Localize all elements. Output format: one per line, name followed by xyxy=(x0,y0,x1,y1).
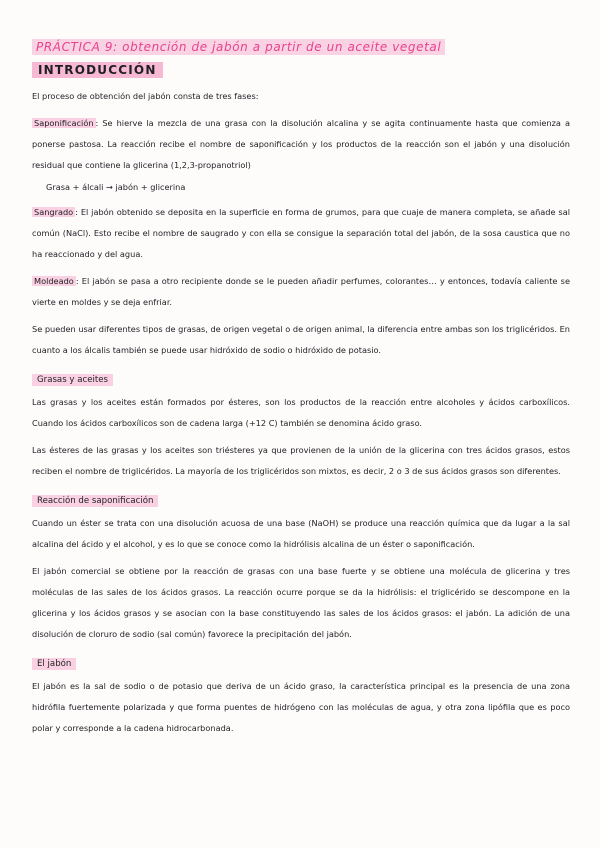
moldeado-text: : El jabón se pasa a otro recipiente donde se le pueden añadir perfumes, colorantes… y entonces, todavía caliente se vierte en moldes y se deja enfriar. xyxy=(32,276,570,307)
saugrado-text: : El jabón obtenido se deposita en la superficie en forma de grumos, para que cuaje de manera completa, se añade sal común (NaCl). Esto recibe el nombre de saugrado y con ella se consigue la separación total del jabón, de la sosa caustica que no ha reaccionado y del agua. xyxy=(32,207,570,259)
section-heading-grasas: Grasas y aceites xyxy=(32,374,113,386)
term-saponificacion: Saponificación xyxy=(34,118,94,128)
section-heading-introduccion: INTRODUCCIÓN xyxy=(32,62,163,78)
document-title: PRÁCTICA 9: obtención de jabón a partir de un aceite vegetal xyxy=(32,39,445,55)
grasas-paragraph-2: Las ésteres de las grasas y los aceites son triésteres ya que provienen de la unión de la glicerina con tres ácidos grasos, estos reciben el nombre de triglicéridos. La mayoría de los triglicéridos son mixtos, es decir, 2 o 3 de sus ácidos grasos son diferentes. xyxy=(32,445,570,476)
saugrado-paragraph xyxy=(32,202,570,265)
term-saugrado: Sangrado xyxy=(34,207,74,217)
jabon-paragraph-1: El jabón es la sal de sodio o de potasio que deriva de un ácido graso, la característica principal es la presencia de una zona hidrófila fuertemente polarizada y que forma puentes de hidrógeno con las moléculas de agua, y otra zona lipófila que es poco polar y corresponde a la cadena hidrocarbonada. xyxy=(32,681,570,733)
intro-paragraph-5: Se pueden usar diferentes tipos de grasas, de origen vegetal o de origen animal, la diferencia entre ambas son los triglicéridos. En cuanto a los álcalis también se puede usar hidróxido de sodio o hidróxido de potasio. xyxy=(32,324,570,355)
moldeado-paragraph xyxy=(32,271,570,313)
grasas-paragraph-1: Las grasas y los aceites están formados por ésteres, son los productos de la reacción entre alcoholes y ácidos carboxílicos. Cuando los ácidos carboxílicos son de cadena larga (+12 C) también se denomina ácido graso. xyxy=(32,397,570,428)
reaccion-paragraph-2: El jabón comercial se obtiene por la reacción de grasas con una base fuerte y se obtiene una molécula de glicerina y tres moléculas de las sales de los ácidos grasos. La reacción ocurre porque se da la hidrólisis: el triglicérido se descompone en la glicerina y los ácidos grasos y se asocian con la base constituyendo las sales de los ácidos grasos: el jabón. La adición de una disolución de cloruro de sodio (sal común) favorece la precipitación del jabón. xyxy=(32,566,570,639)
reaccion-paragraph-1: Cuando un éster se trata con una disolución acuosa de una base (NaOH) se produce una reacción química que da lugar a la sal alcalina del ácido y el alcohol, y es lo que se conoce como la hidrólisis alcalina de un éster o saponificación. xyxy=(32,518,570,549)
saponificacion-paragraph xyxy=(32,113,570,176)
section-heading-reaccion: Reacción de saponificación xyxy=(32,495,158,507)
saponificacion-text: : Se hierve la mezcla de una grasa con la disolución alcalina y se agita continuamente hasta que comienza a ponerse pastosa. La reacción recibe el nombre de saponificación y los productos de la reacción son el jabón y una disolución residual que contiene la glicerina (1,2,3-propanotriol) xyxy=(32,118,570,170)
term-moldeado: Moldeado xyxy=(34,276,74,286)
intro-paragraph-1: El proceso de obtención del jabón consta de tres fases: xyxy=(32,91,259,101)
reaction-equation: Grasa + álcali → jabón + glicerina xyxy=(46,182,186,192)
section-heading-jabon: El jabón xyxy=(32,658,76,670)
